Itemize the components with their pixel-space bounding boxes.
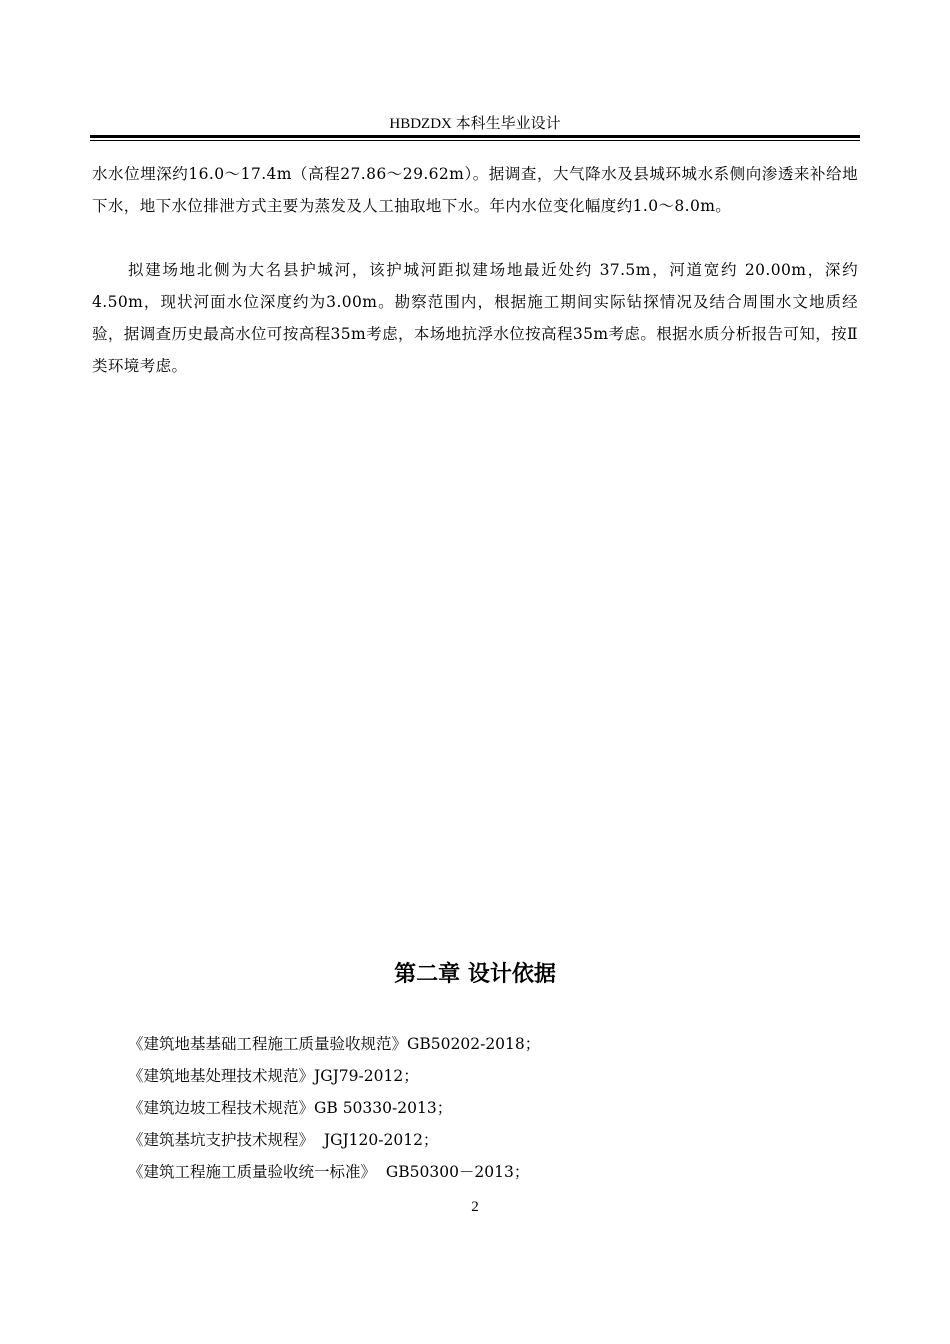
- header-rule-thin: [90, 140, 860, 141]
- paragraph-groundwater: 水水位埋深约16.0～17.4m（高程27.86～29.62m）。据调查，大气降水及县城环城水系侧向渗透来补给地下水，地下水位排泄方式主要为蒸发及人工抽取地下水。年内水位变化幅度约1.0～8.0m。: [92, 164, 858, 215]
- chapter-title: 第二章 设计依据: [394, 962, 556, 987]
- reference-item: 《建筑地基处理技术规范》JGJ79-2012；: [128, 1067, 419, 1085]
- page-number: 2: [471, 1199, 479, 1215]
- header-rule-thick: [90, 135, 860, 138]
- paragraph-moat: 拟建场地北侧为大名县护城河，该护城河距拟建场地最近处约 37.5m，河道宽约 20.00m，深约4.50m，现状河面水位深度约为3.00m。勘察范围内，根据施工期间实际钻探情况及结合周围水文地质经验，据调查历史最高水位可按高程35m考虑，本场地抗浮水位按高程35m考虑。根据水质分析报告可知，按Ⅱ类环境考虑。: [92, 260, 858, 375]
- reference-item: 《建筑地基基础工程施工质量验收规范》GB50202-2018；: [128, 1035, 541, 1053]
- reference-item: 《建筑边坡工程技术规范》GB 50330-2013；: [128, 1099, 453, 1117]
- page-header: HBDZDX 本科生毕业设计: [389, 116, 561, 132]
- reference-list: [128, 1028, 858, 1188]
- reference-item: 《建筑工程施工质量验收统一标准》 GB50300－2013；: [128, 1163, 530, 1181]
- reference-item: 《建筑基坑支护技术规程》 JGJ120-2012；: [128, 1131, 439, 1149]
